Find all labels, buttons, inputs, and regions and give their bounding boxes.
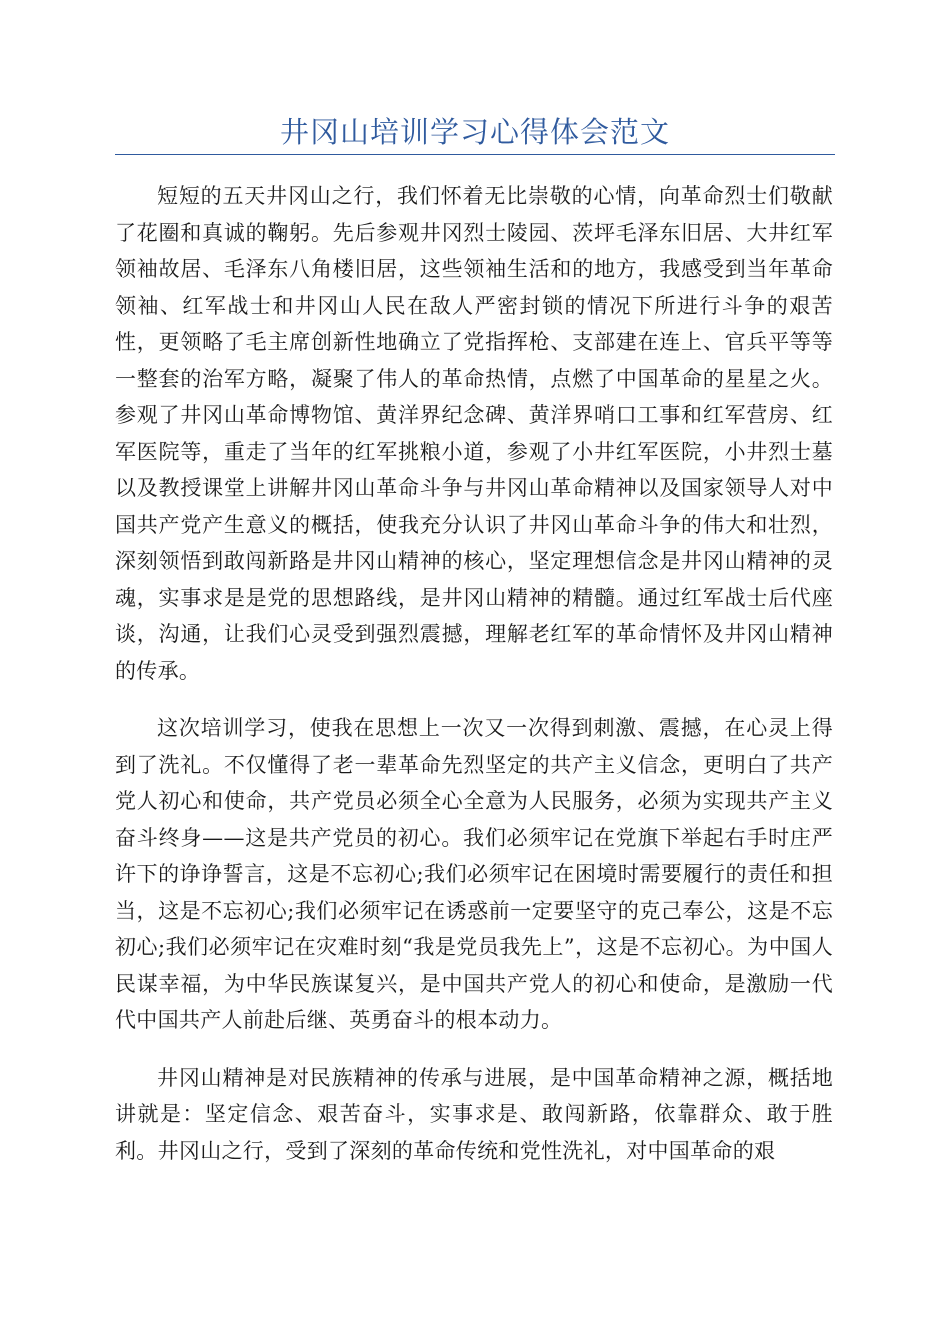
paragraph-2: 这次培训学习，使我在思想上一次又一次得到刺激、震撼，在心灵上得到了洗礼。不仅懂得了老一辈革命先烈坚定的共产主义信念，更明白了共产党人初心和使命，共产党员必须全心全意为人民服务，必须为实现共产主义奋斗终身——这是共产党员的初心。我们必须牢记在党旗下举起右手时庄严许下的诤诤誓言，这是不忘初心;我们必须牢记在困境时需要履行的责任和担当，这是不忘初心;我们必须牢记在诱惑前一定要坚守的克己奉公，这是不忘初心;我们必须牢记在灾难时刻“我是党员我先上”，这是不忘初心。为中国人民谋幸福，为中华民族谋复兴，是中国共产党人的初心和使命，是激励一代代中国共产人前赴后继、英勇奋斗的根本动力。 — [115, 716, 833, 1032]
title-underline — [115, 154, 835, 155]
document-title: 井冈山培训学习心得体会范文 — [279, 115, 670, 149]
paragraph-3: 井冈山精神是对民族精神的传承与进展，是中国革命精神之源，概括地讲就是：坚定信念、艰苦奋斗，实事求是、敢闯新路，依靠群众、敢于胜利。井冈山之行，受到了深刻的革命传统和党性洗礼，对中国革命的艰 — [115, 1065, 833, 1163]
paragraph-1: 短短的五天井冈山之行，我们怀着无比崇敬的心情，向革命烈士们敬献了花圈和真诚的鞠躬。先后参观井冈烈士陵园、茨坪毛泽东旧居、大井红军领袖故居、毛泽东八角楼旧居，这些领袖生活和的地方，我感受到当年革命领袖、红军战士和井冈山人民在敌人严密封锁的情况下所进行斗争的艰苦性，更领略了毛主席创新性地确立了党指挥枪、支部建在连上、官兵平等等一整套的治军方略，凝聚了伟人的革命热情，点燃了中国革命的星星之火。参观了井冈山革命博物馆、黄洋界纪念碑、黄洋界哨口工事和红军营房、红军医院等，重走了当年的红军挑粮小道，参观了小井红军医院，小井烈士墓以及教授课堂上讲解井冈山革命斗争与井冈山革命精神以及国家领导人对中国共产党产生意义的概括，使我充分认识了井冈山革命斗争的伟大和壮烈，深刻领悟到敢闯新路是井冈山精神的核心，坚定理想信念是井冈山精神的灵魂，实事求是是党的思想路线，是井冈山精神的精髓。通过红军战士后代座谈，沟通，让我们心灵受到强烈震撼，理解老红军的革命情怀及井冈山精神的传承。 — [115, 184, 833, 683]
document-body — [115, 178, 833, 1190]
